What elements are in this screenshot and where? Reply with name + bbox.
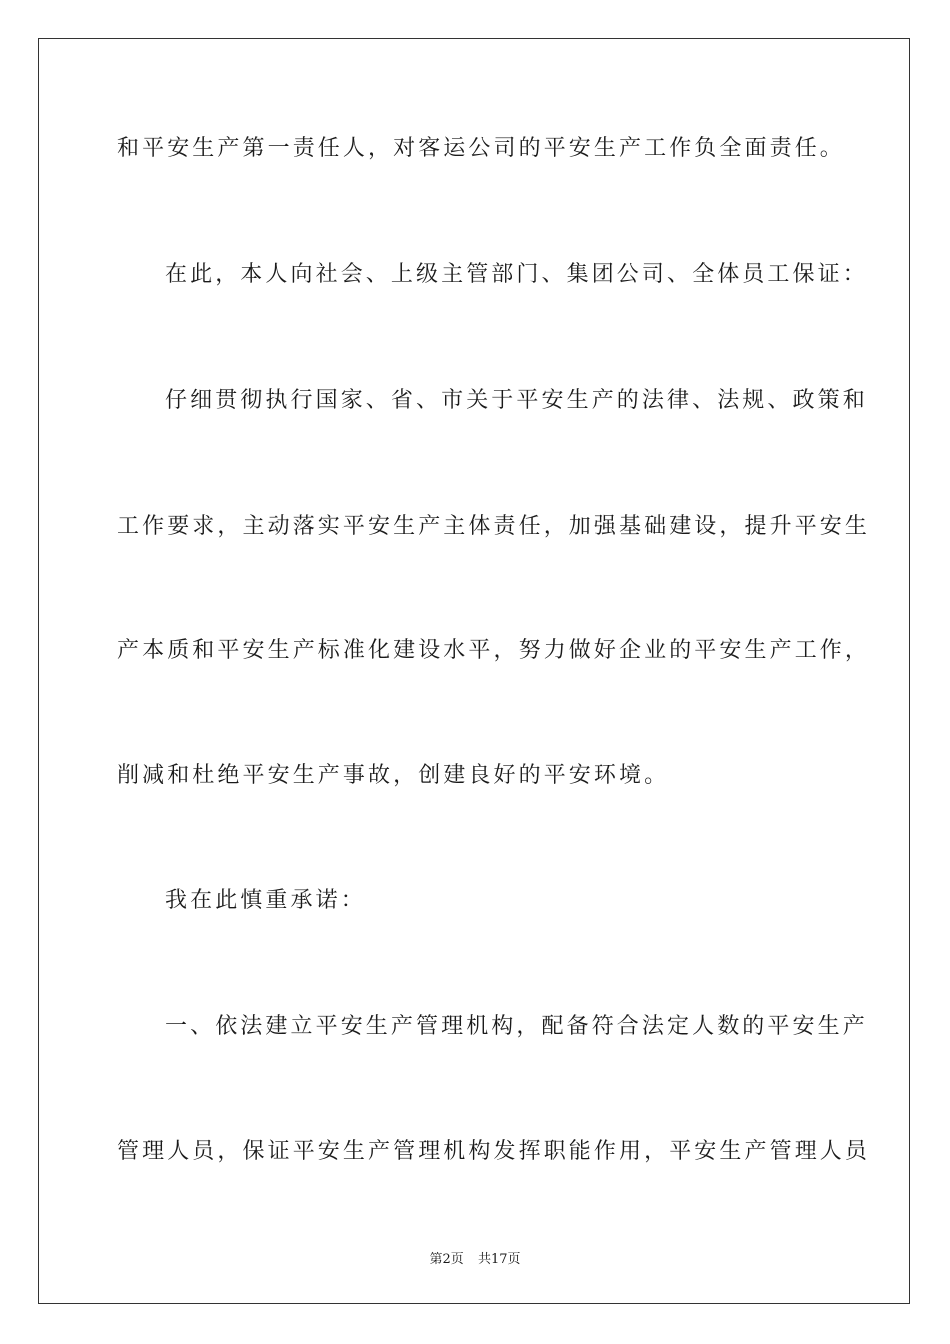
body-text-line: 产本质和平安生产标准化建设水平，努力做好企业的平安生产工作， xyxy=(117,638,871,663)
body-text-line: 我在此慎重承诺： xyxy=(165,888,366,913)
page-number: 第2页 xyxy=(429,1252,464,1267)
page-border xyxy=(38,38,910,1304)
body-text-line: 工作要求，主动落实平安生产主体责任，加强基础建设，提升平安生 xyxy=(117,514,871,539)
body-text-line: 在此，本人向社会、上级主管部门、集团公司、全体员工保证： xyxy=(165,262,868,287)
body-text-line: 和平安生产第一责任人，对客运公司的平安生产工作负全面责任。 xyxy=(117,136,845,161)
page-footer xyxy=(0,1248,950,1267)
body-text-line: 一、依法建立平安生产管理机构，配备符合法定人数的平安生产 xyxy=(165,1014,868,1039)
body-text-line: 仔细贯彻执行国家、省、市关于平安生产的法律、法规、政策和 xyxy=(165,388,868,413)
total-pages: 共17页 xyxy=(477,1252,521,1267)
body-text-line: 削减和杜绝平安生产事故，创建良好的平安环境。 xyxy=(117,763,670,788)
body-text-line: 管理人员，保证平安生产管理机构发挥职能作用，平安生产管理人员 xyxy=(117,1139,871,1164)
